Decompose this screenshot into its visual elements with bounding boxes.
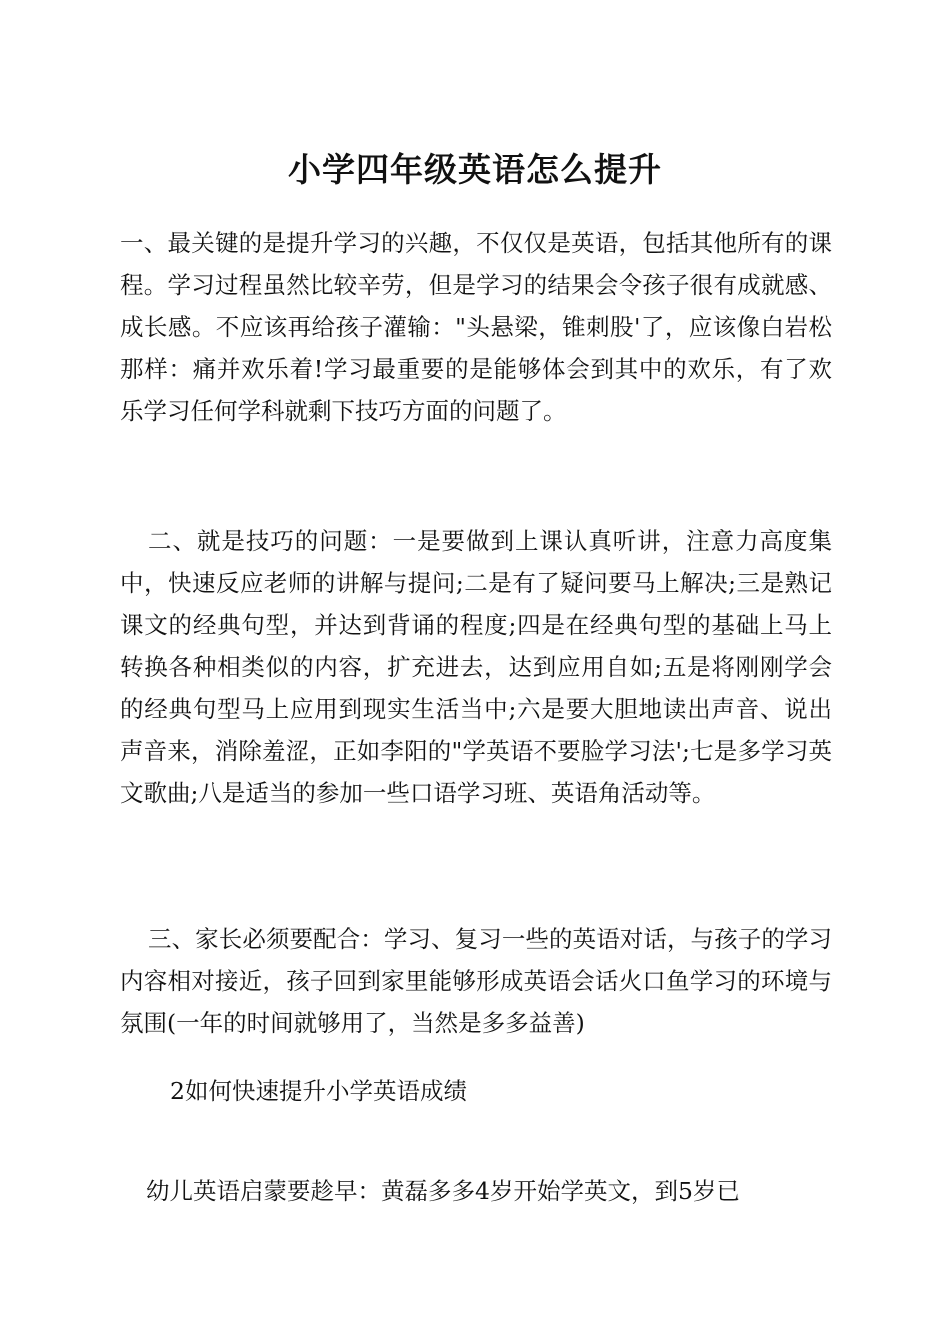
section-subheading: 2如何快速提升小学英语成绩 — [170, 1077, 467, 1105]
paragraph-early-start: 幼儿英语启蒙要趁早：黄磊多多4岁开始学英文，到5岁已 — [146, 1177, 740, 1205]
paragraph-parents: 三、家长必须要配合：学习、复习一些的英语对话，与孩子的学习内容相对接近，孩子回到家里能够形成英语会话火口鱼学习的环境与氛围(一年的时间就够用了，当然是多多益善) — [120, 925, 832, 1037]
paragraph-techniques: 二、就是技巧的问题：一是要做到上课认真听讲，注意力高度集中，快速反应老师的讲解与提问;二是有了疑问要马上解决;三是熟记课文的经典句型，并达到背诵的程度;四是在经典句型的基础上马上转换各种相类似的内容，扩充进去，达到应用自如;五是将刚刚学会的经典句型马上应用到现实生活当中;六是要大胆地读出声音、说出声音来，消除羞涩，正如李阳的"学英语不要脸学习法';七是多学习英文歌曲;八是适当的参加一些口语学习班、英语角活动等。 — [120, 527, 832, 807]
document-title: 小学四年级英语怎么提升 — [288, 150, 662, 189]
paragraph-interest: 一、最关键的是提升学习的兴趣，不仅仅是英语，包括其他所有的课程。学习过程虽然比较辛劳，但是学习的结果会令孩子很有成就感、成长感。不应该再给孩子灌输："头悬梁，锥刺股'了，应该像白岩松那样：痛并欢乐着!学习最重要的是能够体会到其中的欢乐，有了欢乐学习任何学科就剩下技巧方面的问题了。 — [120, 229, 832, 425]
